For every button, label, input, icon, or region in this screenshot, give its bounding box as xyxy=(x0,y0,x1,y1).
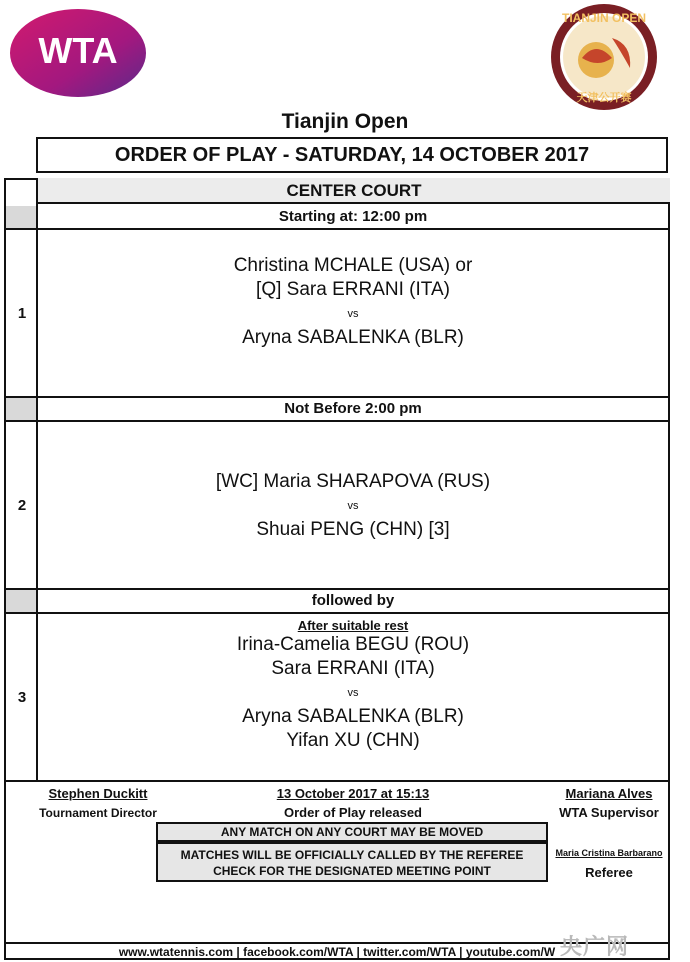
referee-role: Referee xyxy=(585,865,633,880)
match-1-player-2a: Aryna SABALENKA (BLR) xyxy=(242,327,464,348)
notice-referee xyxy=(156,842,548,882)
match-3-start-time: followed by xyxy=(311,592,395,609)
match-header-number-cell xyxy=(6,398,38,420)
match-2-start-time: Not Before 2:00 pm xyxy=(284,400,422,417)
tournament-director-role: Tournament Director xyxy=(39,806,157,820)
match-2-player-1a: [WC] Maria SHARAPOVA (RUS) xyxy=(215,471,491,492)
match-1-start-time: Starting at: 12:00 pm xyxy=(278,208,428,225)
match-3-player-1b: Sara ERRANI (ITA) xyxy=(271,658,435,679)
wta-logo xyxy=(6,5,148,100)
order-of-play-heading: ORDER OF PLAY - SATURDAY, 14 OCTOBER 2017 xyxy=(36,137,668,173)
match-1-player-1a: Christina MCHALE (USA) or xyxy=(233,255,473,276)
page-title: Tianjin Open xyxy=(281,110,409,133)
divider xyxy=(6,420,668,422)
match-3-after-rest: After suitable rest xyxy=(297,618,409,633)
footer-links: www.wtatennis.com | facebook.com/WTA | twitter.com/WTA | youtube.com/W xyxy=(4,942,670,960)
notice-referee-line-2: CHECK FOR THE DESIGNATED MEETING POINT xyxy=(213,864,491,878)
wta-supervisor-role: WTA Supervisor xyxy=(559,805,659,820)
watermark: 央广网 xyxy=(560,934,630,959)
tianjin-open-logo xyxy=(542,2,666,112)
tournament-director-name: Stephen Duckitt xyxy=(48,786,148,801)
match-3-player-1a: Irina-Camelia BEGU (ROU) xyxy=(236,634,470,655)
match-1-player-1b: [Q] Sara ERRANI (ITA) xyxy=(256,279,450,300)
notice-match-moved: ANY MATCH ON ANY COURT MAY BE MOVED xyxy=(156,822,548,842)
match-3-player-2b: Yifan XU (CHN) xyxy=(286,730,420,751)
match-2-player-2a: Shuai PENG (CHN) [3] xyxy=(256,519,450,540)
wta-logo-text: WTA xyxy=(38,30,118,71)
notice-referee-line-1: MATCHES WILL BE OFFICIALLY CALLED BY THE REFEREE xyxy=(180,848,524,862)
match-1 xyxy=(38,254,668,350)
match-2-vs: vs xyxy=(347,500,359,512)
match-2-number: 2 xyxy=(17,497,27,514)
court-name: CENTER COURT xyxy=(36,178,670,204)
match-3-vs: vs xyxy=(347,687,359,699)
match-1-number: 1 xyxy=(17,305,27,322)
match-2 xyxy=(38,470,668,542)
divider xyxy=(6,228,668,230)
match-header-number-cell xyxy=(6,590,38,612)
match-header-number-cell xyxy=(6,206,38,228)
match-1-vs: vs xyxy=(347,308,359,320)
wta-supervisor-name: Mariana Alves xyxy=(565,786,653,801)
match-3 xyxy=(38,618,668,753)
match-3-player-2a: Aryna SABALENKA (BLR) xyxy=(242,706,464,727)
referee-name: Maria Cristina Barbarano xyxy=(555,848,663,858)
tianjin-logo-chinese: 天津公开赛 xyxy=(576,91,632,104)
released-date: 13 October 2017 at 15:13 xyxy=(276,786,430,801)
tianjin-logo-text: TIANJIN OPEN xyxy=(561,11,647,25)
match-3-number: 3 xyxy=(17,689,27,706)
divider xyxy=(6,612,668,614)
divider xyxy=(6,780,668,782)
released-label: Order of Play released xyxy=(283,805,422,820)
